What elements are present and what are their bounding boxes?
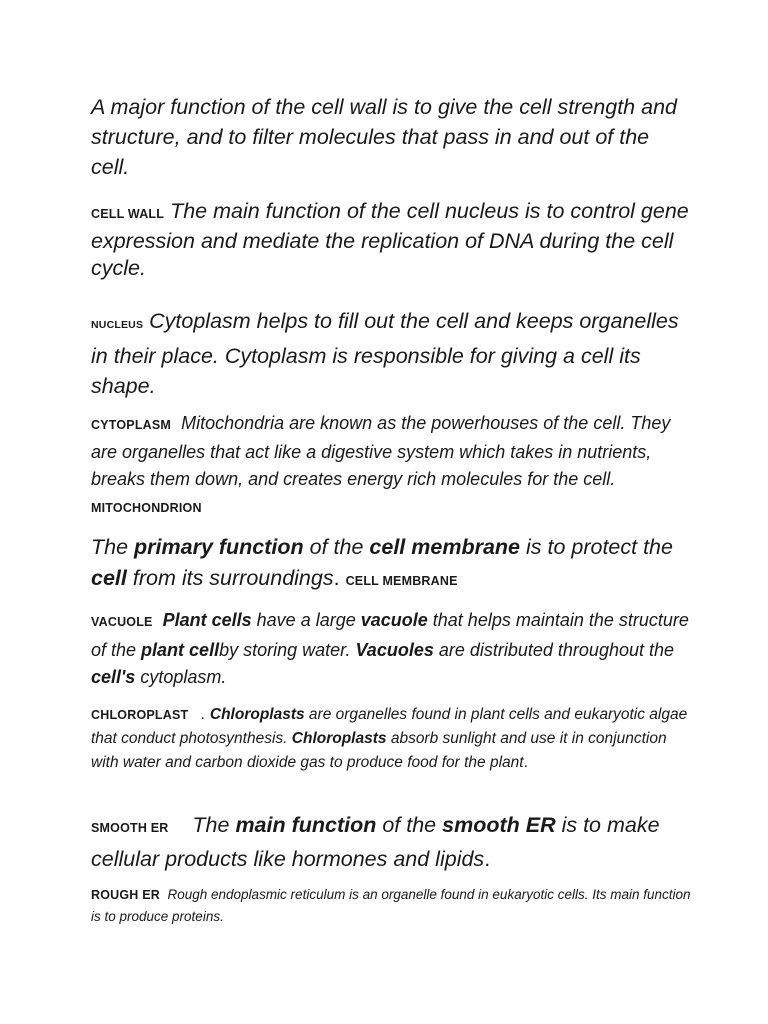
- rough-er-label: ROUGH ER: [91, 888, 160, 902]
- bold-text-run: Chloroplasts: [291, 730, 387, 747]
- cell-wall-text: A major function of the cell wall is to give the cell strength and structure, and to filter molecules that pass in and out of the cell.: [91, 95, 677, 179]
- bold-text-run: cell: [91, 566, 127, 590]
- text-run: of the: [303, 535, 370, 559]
- rough-er-paragraph: [91, 884, 691, 927]
- text-run: The: [192, 813, 236, 837]
- text-run: absorb sunlight and use it in conjunction with water and carbon dioxide gas to produce food for the plant: [91, 730, 667, 771]
- vacuole-label: VACUOLE: [91, 615, 153, 629]
- text-run: The: [91, 535, 135, 559]
- bold-text-run: main function: [235, 813, 377, 837]
- mitochondria-paragraph: [91, 410, 691, 522]
- chloroplast-label: CHLOROPLAST: [91, 708, 189, 722]
- bold-text-run: vacuole: [360, 610, 428, 630]
- nucleus-label: NUCLEUS: [91, 319, 144, 331]
- smooth-er-label: SMOOTH ER: [91, 821, 169, 835]
- bold-text-run: plant cell: [141, 639, 220, 660]
- text-run: have a large: [251, 610, 361, 630]
- text-run: .: [523, 754, 528, 771]
- text-run: .: [201, 706, 210, 723]
- bold-text-run: cell's: [91, 667, 136, 687]
- text-run: is to make cellular products like hormones and lipids: [91, 813, 660, 871]
- rough-er-text: Rough endoplasmic reticulum is an organelle found in eukaryotic cells. Its main function is to produce proteins.: [91, 887, 691, 924]
- text-run: are distributed throughout the: [433, 639, 675, 660]
- cell-membrane-paragraph: [91, 532, 691, 597]
- bold-text-run: smooth ER: [442, 813, 556, 837]
- cytoplasm-text: Cytoplasm helps to fill out the cell and keeps organelles in their place. Cytoplasm is responsible for giving a cell its shape.: [91, 309, 679, 398]
- nucleus-text: The main function of the cell nucleus is to control gene expression and mediate the replication of DNA during the cell cycle.: [91, 199, 689, 280]
- text-run: by storing water.: [219, 639, 356, 660]
- text-run: .: [333, 566, 340, 590]
- cell-wall-label: CELL WALL: [91, 207, 165, 221]
- cytoplasm-paragraph: [91, 306, 691, 402]
- cell-wall-description: [91, 92, 691, 182]
- text-run: of the: [376, 813, 443, 837]
- cell-membrane-label: CELL MEMBRANE: [345, 574, 458, 588]
- nucleus-paragraph: [91, 198, 691, 282]
- text-run: are organelles found in plant cells and eukaryotic algae that conduct photosynthesis.: [91, 706, 688, 747]
- bold-text-run: Vacuoles: [355, 639, 434, 660]
- text-run: is to protect the: [520, 535, 673, 559]
- vacuole-paragraph: [91, 607, 691, 692]
- bold-text-run: Plant cells: [162, 610, 252, 630]
- bold-text-run: cell membrane: [369, 535, 520, 559]
- smooth-er-paragraph: [91, 810, 691, 875]
- bold-text-run: Chloroplasts: [209, 706, 305, 723]
- bold-text-run: primary function: [134, 535, 304, 559]
- chloroplast-paragraph: [91, 703, 691, 775]
- mitochondria-text: Mitochondria are known as the powerhouses of the cell. They are organelles that act like a digestive system which takes in nutrients, breaks them down, and creates energy rich molecules for the cell.: [91, 413, 671, 489]
- mitochondrion-label: MITOCHONDRION: [91, 501, 202, 515]
- text-run: .: [484, 847, 491, 871]
- text-run: from its surroundings: [126, 566, 334, 590]
- text-run: that helps maintain the structure of the: [91, 610, 689, 660]
- cytoplasm-label: CYTOPLASM: [91, 418, 172, 432]
- text-run: cytoplasm.: [135, 667, 227, 687]
